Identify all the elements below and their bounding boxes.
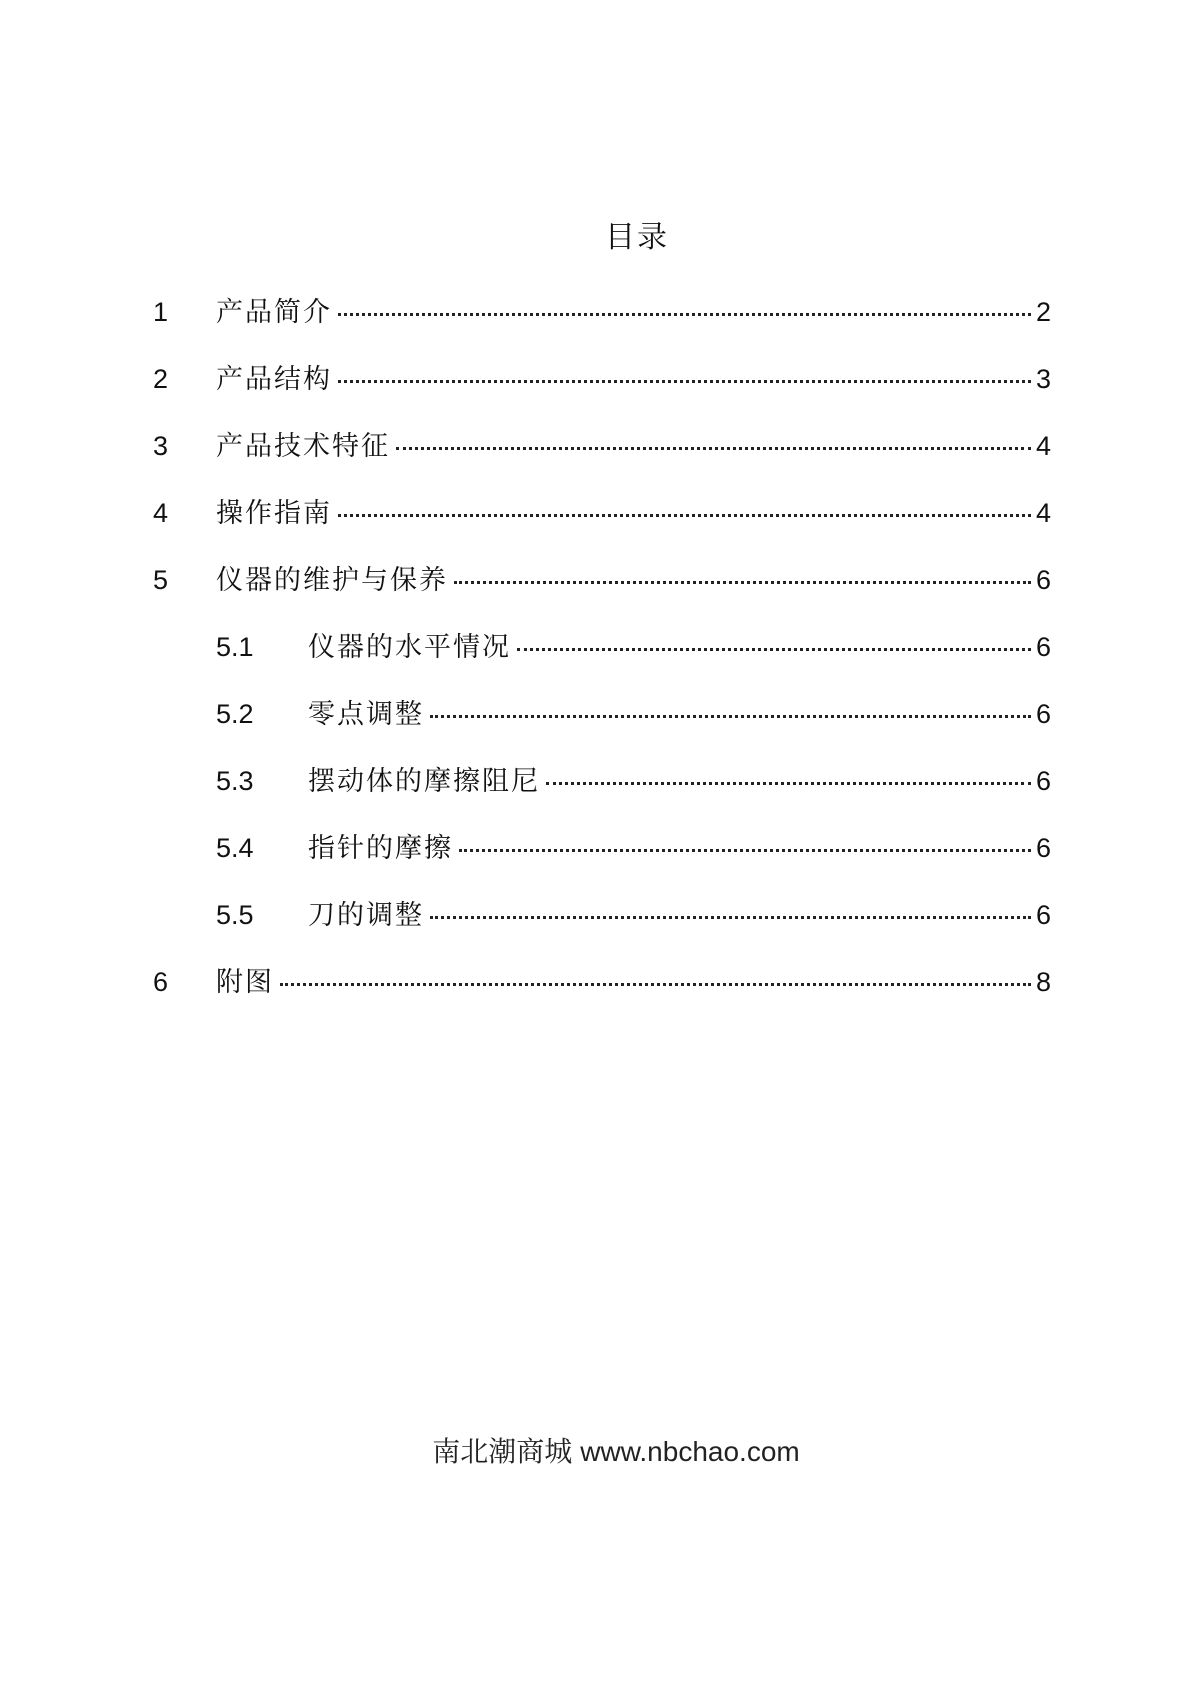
toc-entry-page: 6: [1035, 833, 1051, 863]
toc-entry-text: 仪器的水平情况: [308, 632, 511, 663]
toc-entry-page: 4: [1035, 431, 1051, 461]
toc-entry-5-2[interactable]: [153, 694, 1051, 734]
toc-entry-number: 5.3: [216, 766, 254, 796]
toc-entry-number: 1: [153, 297, 169, 327]
toc-entry-page: 3: [1035, 364, 1051, 394]
toc-dot-leader: [396, 447, 1031, 450]
toc-dot-leader: [459, 849, 1031, 852]
toc-entry-5-5[interactable]: [153, 895, 1051, 935]
toc-entry-text: 操作指南: [216, 498, 332, 529]
toc-entry-5-4[interactable]: [153, 828, 1051, 868]
toc-entry-text: 产品结构: [216, 364, 332, 395]
toc-entry-number: 5: [153, 565, 169, 595]
toc-entry-text: 刀的调整: [308, 900, 424, 931]
toc-entry-4[interactable]: [153, 493, 1051, 533]
toc-entry-number: 5.1: [216, 632, 254, 662]
toc-entry-text: 零点调整: [308, 699, 424, 730]
toc-entry-text: 附图: [216, 967, 274, 998]
toc-entry-page: 6: [1035, 766, 1051, 796]
toc-dot-leader: [338, 313, 1031, 316]
toc-entry-2[interactable]: [153, 359, 1051, 399]
toc-dot-leader: [430, 715, 1031, 718]
toc-dot-leader: [546, 782, 1031, 785]
toc-dot-leader: [454, 581, 1031, 584]
toc-entry-3[interactable]: [153, 426, 1051, 466]
toc-entry-text: 产品简介: [216, 297, 332, 328]
toc-entry-5-1[interactable]: [153, 627, 1051, 667]
toc-entry-page: 6: [1035, 900, 1051, 930]
toc-entry-5-3[interactable]: [153, 761, 1051, 801]
toc-dot-leader: [338, 514, 1031, 517]
toc-entry-text: 摆动体的摩擦阻尼: [308, 766, 540, 797]
toc-entry-5[interactable]: [153, 560, 1051, 600]
toc-entry-number: 6: [153, 967, 169, 997]
footer-site-name: 南北潮商城: [432, 1435, 573, 1468]
toc-entry-page: 6: [1035, 699, 1051, 729]
footer-url-link[interactable]: www.nbchao.com: [580, 1436, 800, 1467]
toc-entry-page: 6: [1035, 565, 1051, 595]
toc-dot-leader: [517, 648, 1031, 651]
toc-dot-leader: [280, 983, 1031, 986]
page-footer: [16, 1432, 1200, 1472]
toc-entry-page: 2: [1035, 297, 1051, 327]
toc-entry-text: 指针的摩擦: [308, 833, 453, 864]
toc-entry-1[interactable]: [153, 292, 1051, 332]
toc-entry-page: 8: [1035, 967, 1051, 997]
toc-title: 目录: [605, 220, 669, 255]
toc-entry-6[interactable]: [153, 962, 1051, 1002]
toc-entry-page: 4: [1035, 498, 1051, 528]
toc-entry-number: 5.2: [216, 699, 254, 729]
toc-entry-number: 5.5: [216, 900, 254, 930]
toc-entry-number: 3: [153, 431, 169, 461]
toc-entry-number: 5.4: [216, 833, 254, 863]
toc-entry-text: 仪器的维护与保养: [216, 565, 448, 596]
toc-entry-number: 4: [153, 498, 169, 528]
toc-dot-leader: [338, 380, 1031, 383]
toc-entry-text: 产品技术特征: [216, 431, 390, 462]
toc-dot-leader: [430, 916, 1031, 919]
toc-entry-page: 6: [1035, 632, 1051, 662]
toc-entry-number: 2: [153, 364, 169, 394]
